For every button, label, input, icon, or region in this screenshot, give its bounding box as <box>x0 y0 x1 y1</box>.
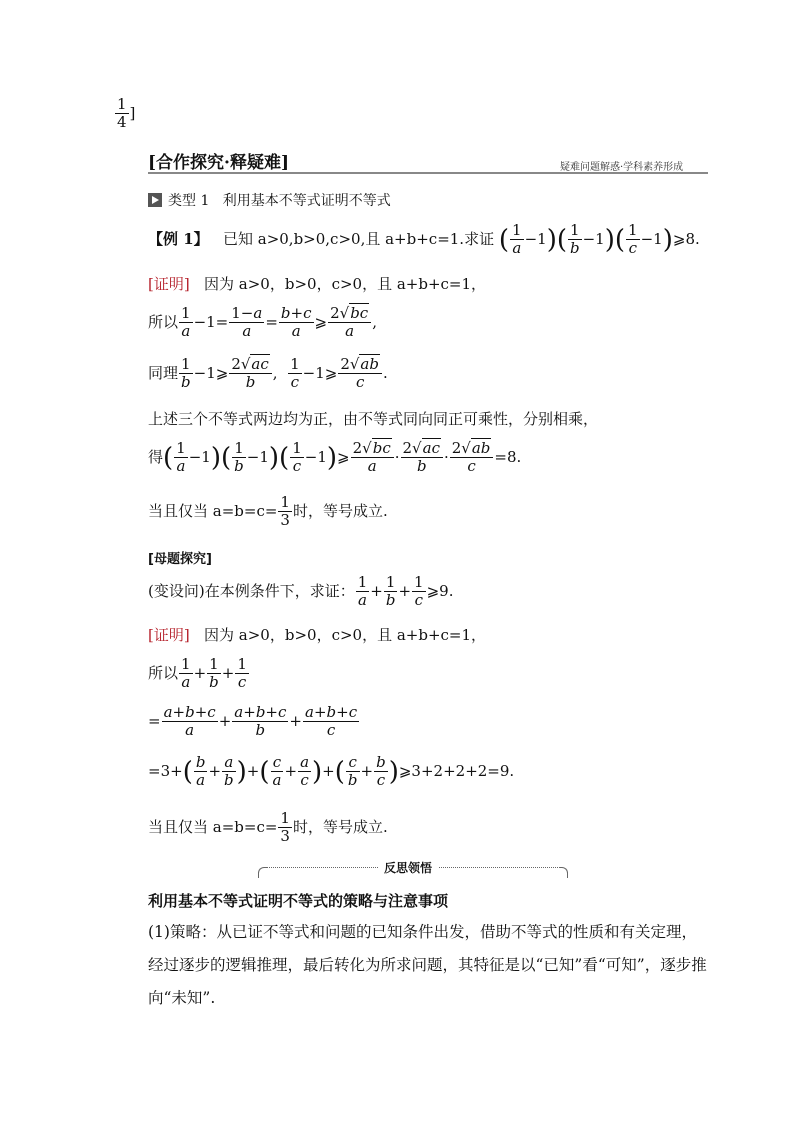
play-icon <box>148 193 162 207</box>
reflect-banner <box>258 858 568 878</box>
proof1-line3: 同理 $\frac{1}{b}$ −1⩾ $\frac{2√ac}{b}$ , $\frac{1}{c}$ −1⩾ $\frac{2√ab}{c}$ . <box>148 355 388 392</box>
proof2-line2: 所以 $\frac{1}{a}$ + $\frac{1}{b}$ + $\frac{1}{c}$ <box>148 655 247 692</box>
proof2-line3: = $\frac{a+b+c}{a}$ + $\frac{a+b+c}{b}$ + $\frac{a+b+c}{c}$ <box>148 703 358 740</box>
reflect-banner-label: 反思领悟 <box>378 859 438 876</box>
section-title: [合作探究·释疑难] <box>148 153 290 173</box>
proof2-line1: [证明] 因为 a>0，b>0，c>0，且 a+b+c=1， <box>148 626 487 644</box>
proof1-line5: 得( $\frac{1}{a}$ −1)( $\frac{1}{b}$ −1)( $\frac{1}{c}$ −1)⩾ $\frac{2√bc}{a}$ · $\frac{2√ac}{b}$ · $\frac{2√ab}{c}$ =8. <box>148 439 522 476</box>
proof1-equality: 当且仅当 a=b=c= $\frac{1}{3}$ 时，等号成立. <box>148 493 388 530</box>
proof2-line4: =3+( $\frac{b}{a}$ + $\frac{a}{b}$ )+( $\frac{c}{a}$ + $\frac{a}{c}$ )+( $\frac{c}{b}$ + $\frac{b}{c}$ )⩾3+2+2+2=9. <box>148 753 515 790</box>
proof1-line2: 所以 $\frac{1}{a}$ −1= $\frac{1-a}{a}$ = $\frac{b+c}{a}$ ⩾ $\frac{2√bc}{a}$ , <box>148 304 377 341</box>
reflect-paragraph: (1)策略：从已证不等式和问题的已知条件出发，借助不等式的性质和有关定理，经过逐步的逻辑推理，最后转化为所求问题，其特征是以“已知”看“可知”，逐步推向“未知”. <box>148 923 707 1007</box>
mother-label: [母题探究] <box>148 552 212 567</box>
proof1-line4: 上述三个不等式两边均为正，由不等式同向同正可乘性，分别相乘， <box>148 410 599 428</box>
type-heading: 类型 1 利用基本不等式证明不等式 <box>148 190 391 210</box>
proof1-line1: [证明] 因为 a>0，b>0，c>0，且 a+b+c=1， <box>148 275 487 293</box>
example-statement: 【例 1】 已知 a>0,b>0,c>0,且 a+b+c=1.求证 ( $\frac{1}{a}$ −1)( $\frac{1}{b}$ −1)( $\frac{1}{c}$ −1)⩾8. <box>148 221 700 258</box>
section-rule <box>148 172 708 174</box>
section-subtitle: 疑难问题解惑·学科素养形成 <box>560 162 684 173</box>
top-fraction: $\frac{1}{4}$ ] <box>117 95 136 132</box>
reflect-title: 利用基本不等式证明不等式的策略与注意事项 <box>148 892 449 910</box>
mother-question: (变设问)在本例条件下，求证： $\frac{1}{a}$ + $\frac{1}{b}$ + $\frac{1}{c}$ ⩾9. <box>148 573 454 610</box>
proof2-equality: 当且仅当 a=b=c= $\frac{1}{3}$ 时，等号成立. <box>148 809 388 846</box>
